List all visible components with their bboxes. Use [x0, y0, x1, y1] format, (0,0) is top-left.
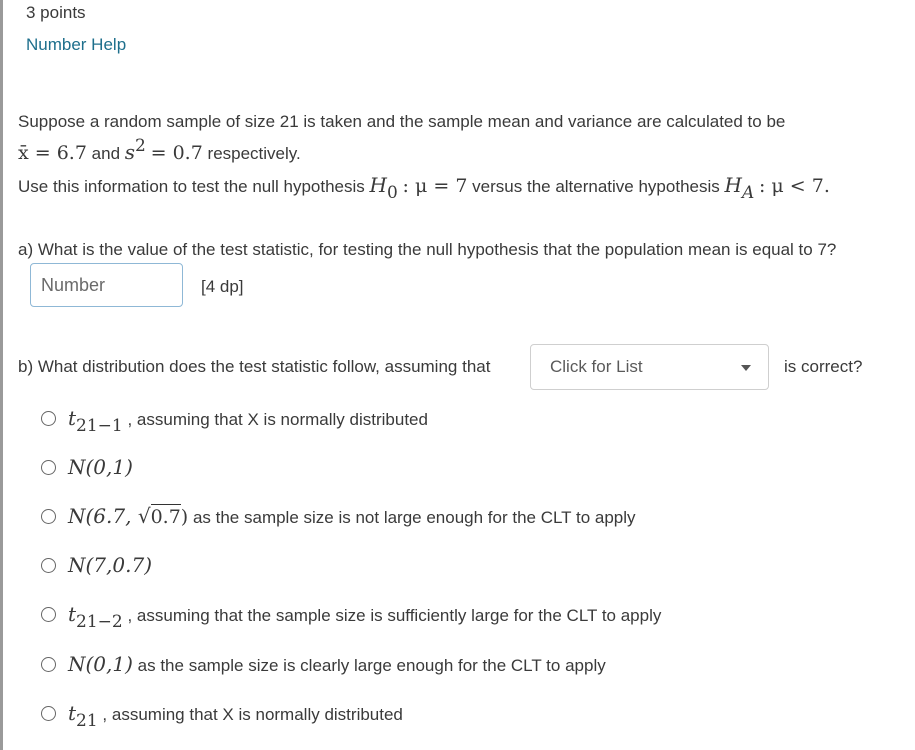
option-t-21-2[interactable] [41, 602, 662, 632]
t-symbol: t [68, 406, 77, 430]
ha-subscript: A [741, 183, 755, 203]
option-n-0-1[interactable] [41, 455, 133, 479]
t-symbol: t [68, 602, 77, 626]
chevron-down-icon [741, 365, 751, 371]
option-t-21[interactable] [41, 701, 403, 731]
respectively-text: respectively. [207, 144, 301, 163]
test-statistic-input[interactable] [30, 263, 183, 307]
null-hypothesis-intro: Use this information to test the null hypothesis [18, 177, 365, 196]
radio-button[interactable] [41, 706, 56, 721]
option-n-0-1-clt[interactable] [41, 652, 606, 676]
h0-subscript: 0 [386, 183, 398, 203]
part-b-question: b) What distribution does the test statistic follow, assuming that [18, 357, 491, 376]
variance-exponent: 2 [135, 136, 146, 156]
and-text: and [91, 144, 121, 163]
option-math: N(7,0.7) [68, 553, 152, 577]
ha-symbol: H [724, 173, 742, 197]
variance-symbol: s [124, 140, 136, 164]
points-label: 3 points [26, 3, 86, 22]
option-math-sqrt: 0.7 [150, 506, 181, 528]
option-text: , assuming that X is normally distributed [102, 705, 403, 724]
option-text: as the sample size is clearly large enough for the CLT to apply [137, 656, 606, 675]
option-text: , assuming that the sample size is sufficiently large for the CLT to apply [127, 606, 662, 625]
dp-label: [4 dp] [201, 277, 244, 296]
part-a-question: a) What is the value of the test statistic, for testing the null hypothesis that the population mean is equal to 7? [18, 240, 837, 259]
radio-button[interactable] [41, 558, 56, 573]
option-math: N(0,1) [68, 652, 133, 676]
radio-button[interactable] [41, 607, 56, 622]
option-text: , assuming that X is normally distributed [127, 410, 428, 429]
h0-symbol: H [369, 173, 387, 197]
question-line-1: Suppose a random sample of size 21 is taken and the sample mean and variance are calculated to be [18, 112, 786, 131]
question-line-2 [18, 136, 301, 164]
select-placeholder: Click for List [550, 357, 643, 376]
t-subscript: 21−2 [76, 612, 123, 632]
option-math: N(0,1) [68, 455, 133, 479]
is-correct-text: is correct? [784, 357, 863, 376]
question-line-3 [18, 173, 830, 203]
option-t-21-1[interactable] [41, 406, 428, 436]
option-n-6-7-sqrt[interactable] [41, 504, 636, 528]
t-symbol: t [68, 701, 77, 725]
versus-text: versus the alternative hypothesis [472, 177, 720, 196]
radio-button[interactable] [41, 460, 56, 475]
radio-button[interactable] [41, 657, 56, 672]
radio-button[interactable] [41, 411, 56, 426]
distribution-select[interactable] [530, 344, 769, 390]
t-subscript: 21−1 [76, 416, 123, 436]
sample-mean-math: x̄ = 6.7 [18, 142, 87, 164]
option-math-post: ) [180, 506, 189, 528]
option-n-7-0-7[interactable] [41, 553, 152, 577]
t-subscript: 21 [76, 711, 98, 731]
radio-button[interactable] [41, 509, 56, 524]
ha-statement: : μ < 7. [758, 175, 830, 197]
number-help-link[interactable]: Number Help [26, 35, 127, 54]
variance-value: = 0.7 [150, 142, 203, 164]
option-math-pre: N(6.7, √ [68, 504, 151, 528]
h0-statement: : μ = 7 [402, 175, 468, 197]
option-text: as the sample size is not large enough for the CLT to apply [192, 508, 636, 527]
